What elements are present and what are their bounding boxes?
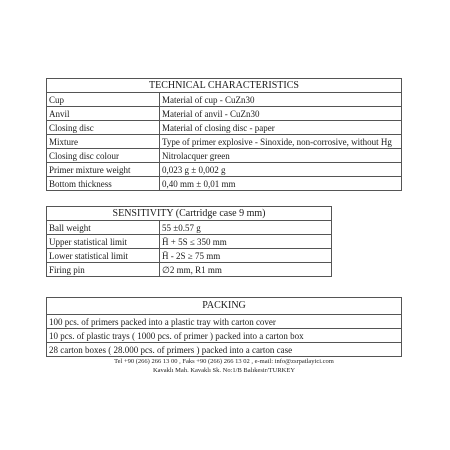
table-header-row: [47, 79, 402, 93]
table-row: [47, 235, 332, 249]
row-value: Nitrolacquer green: [160, 149, 402, 163]
table-header-row: [47, 207, 332, 221]
row-label: Ball weight: [47, 221, 160, 235]
table-row: [47, 221, 332, 235]
sensitivity-table: [46, 206, 332, 277]
row-value: 0,023 g ± 0,002 g: [160, 163, 402, 177]
row-value: 0,40 mm ± 0,01 mm: [160, 177, 402, 191]
row-label: Upper statistical limit: [47, 235, 160, 249]
packing-table: [46, 297, 402, 357]
footer-address: Kavaklı Mah. Kavaklı Sk. No:1/B Balıkesir/TURKEY: [152, 367, 296, 374]
table-row: [47, 163, 402, 177]
table-row: [47, 93, 402, 107]
row-label: Primer mixture weight: [47, 163, 160, 177]
sensitivity-title: SENSITIVITY (Cartridge case 9 mm): [47, 207, 332, 221]
row-value: 55 ±0.57 g: [160, 221, 332, 235]
row-label: Mixture: [47, 135, 160, 149]
row-value: Material of closing disc - paper: [160, 121, 402, 135]
row-label: Closing disc colour: [47, 149, 160, 163]
table-row: [47, 249, 332, 263]
footer-contact: Tel +90 (266) 266 13 00 , Faks +90 (266) 266 13 02 , e-mail: info@zsrpatlayici.com: [114, 358, 334, 365]
table-row: [47, 107, 402, 121]
table-row: [47, 177, 402, 191]
row-value: ∅2 mm, R1 mm: [160, 263, 332, 277]
row-value: H̄ + 5S ≤ 350 mm: [160, 235, 332, 249]
table-row: [47, 135, 402, 149]
table-row: [47, 121, 402, 135]
packing-row: 100 pcs. of primers packed into a plastic tray with carton cover: [47, 315, 402, 329]
technical-characteristics-table: [46, 78, 402, 191]
table-row: [47, 329, 402, 343]
row-value: H̄ - 2S ≥ 75 mm: [160, 249, 332, 263]
row-label: Bottom thickness: [47, 177, 160, 191]
packing-row: 10 pcs. of plastic trays ( 1000 pcs. of primer ) packed into a carton box: [47, 329, 402, 343]
row-label: Firing pin: [47, 263, 160, 277]
row-label: Closing disc: [47, 121, 160, 135]
technical-characteristics-title: TECHNICAL CHARACTERISTICS: [47, 79, 402, 93]
row-label: Cup: [47, 93, 160, 107]
table-row: [47, 343, 402, 357]
row-label: Lower statistical limit: [47, 249, 160, 263]
table-row: [47, 263, 332, 277]
packing-row: 28 carton boxes ( 28.000 pcs. of primers ) packed into a carton case: [47, 343, 402, 357]
row-value: Material of anvil - CuZn30: [160, 107, 402, 121]
table-row: [47, 315, 402, 329]
table-header-row: [47, 298, 402, 315]
packing-title: PACKING: [47, 298, 402, 315]
row-label: Anvil: [47, 107, 160, 121]
row-value: Material of cup - CuZn30: [160, 93, 402, 107]
table-row: [47, 149, 402, 163]
row-value: Type of primer explosive - Sinoxide, non-corrosive, without Hg: [160, 135, 402, 149]
